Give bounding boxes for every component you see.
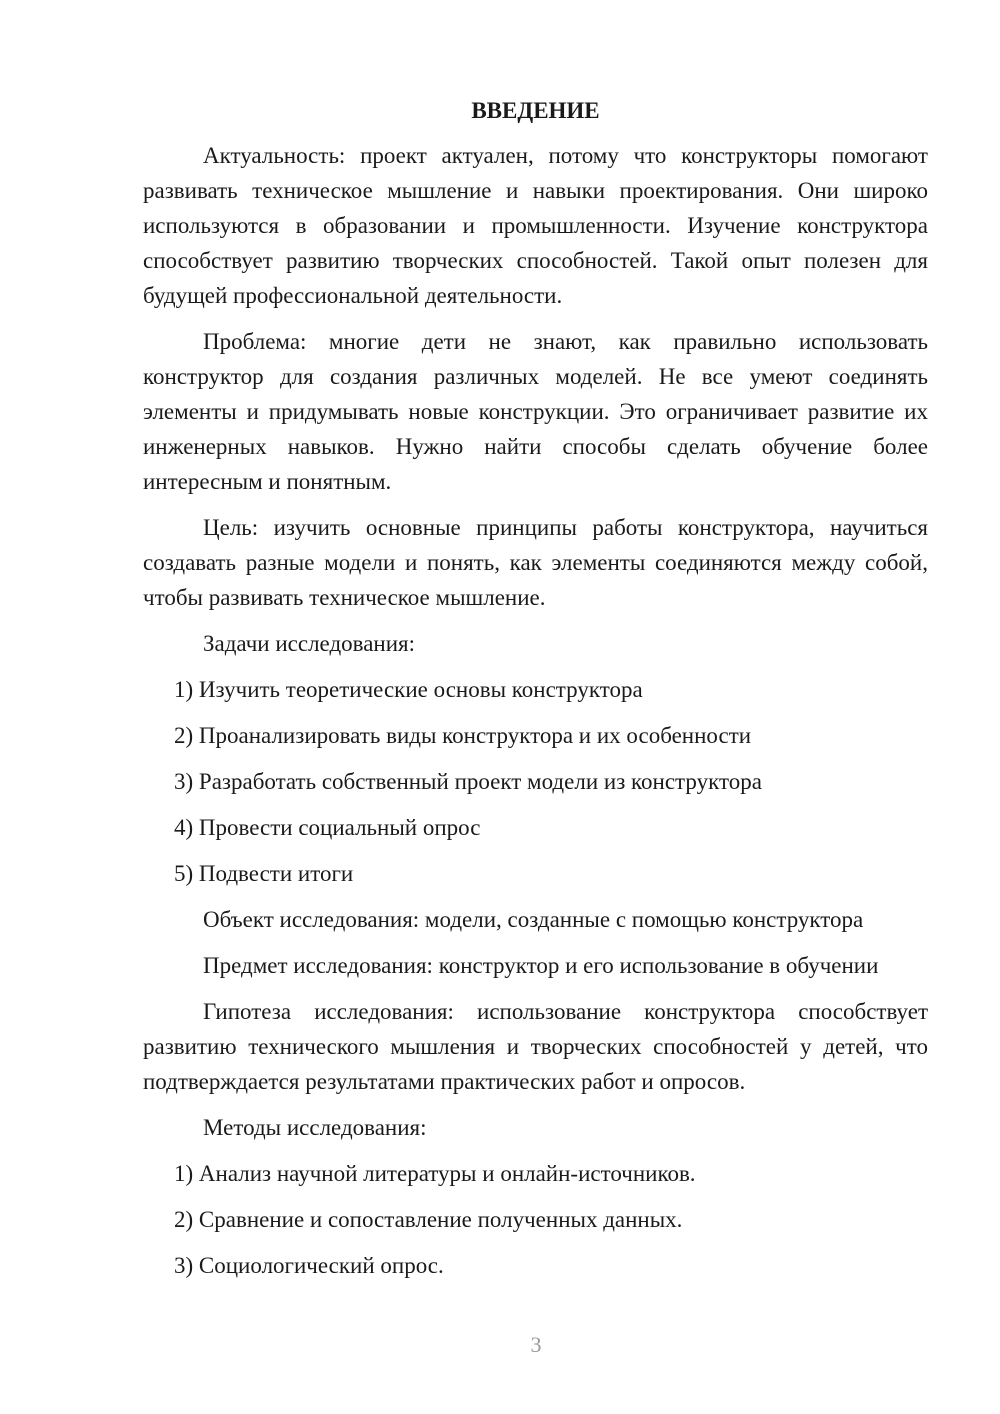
task-item: 2) Проанализировать виды конструктора и их особенности — [174, 723, 752, 748]
problem-paragraph: Проблема: многие дети не знают, как правильно использовать конструктор для создания различных моделей. Не все умеют соединять элементы и придумывать новые конструкции. Это ограничивает развитие их инженерных навыков. Нужно найти способы сделать обучение более интересным и понятным. — [143, 329, 928, 494]
hypothesis-paragraph: Гипотеза исследования: использование конструктора способствует развитию технического мышления и творческих способностей у детей, что подтверждается результатами практических работ и опросов. — [143, 999, 928, 1094]
task-item: 4) Провести социальный опрос — [174, 815, 481, 840]
subject-paragraph: Предмет исследования: конструктор и его использование в обучении — [203, 953, 879, 978]
task-item: 1) Изучить теоретические основы конструктора — [174, 677, 643, 702]
task-item: 3) Разработать собственный проект модели из конструктора — [174, 769, 762, 794]
page-number: 3 — [530, 1332, 542, 1357]
page-title: ВВЕДЕНИЕ — [471, 98, 600, 123]
method-item: 2) Сравнение и сопоставление полученных данных. — [174, 1207, 683, 1232]
method-item: 3) Социологический опрос. — [174, 1253, 444, 1278]
object-paragraph: Объект исследования: модели, созданные с помощью конструктора — [203, 907, 864, 932]
tasks-heading: Задачи исследования: — [203, 631, 416, 656]
task-item: 5) Подвести итоги — [174, 861, 354, 886]
method-item: 1) Анализ научной литературы и онлайн-источников. — [174, 1161, 696, 1186]
relevance-paragraph: Актуальность: проект актуален, потому что конструкторы помогают развивать техническое мышление и навыки проектирования. Они широко используются в образовании и промышленности. Изучение конструктора способствует развитию творческих способностей. Такой опыт полезен для будущей профессиональной деятельности. — [143, 143, 928, 308]
methods-heading: Методы исследования: — [203, 1115, 427, 1140]
document-body — [143, 93, 928, 1294]
goal-paragraph: Цель: изучить основные принципы работы конструктора, научиться создавать разные модели и понять, как элементы соединяются между собой, чтобы развивать техническое мышление. — [143, 515, 928, 610]
